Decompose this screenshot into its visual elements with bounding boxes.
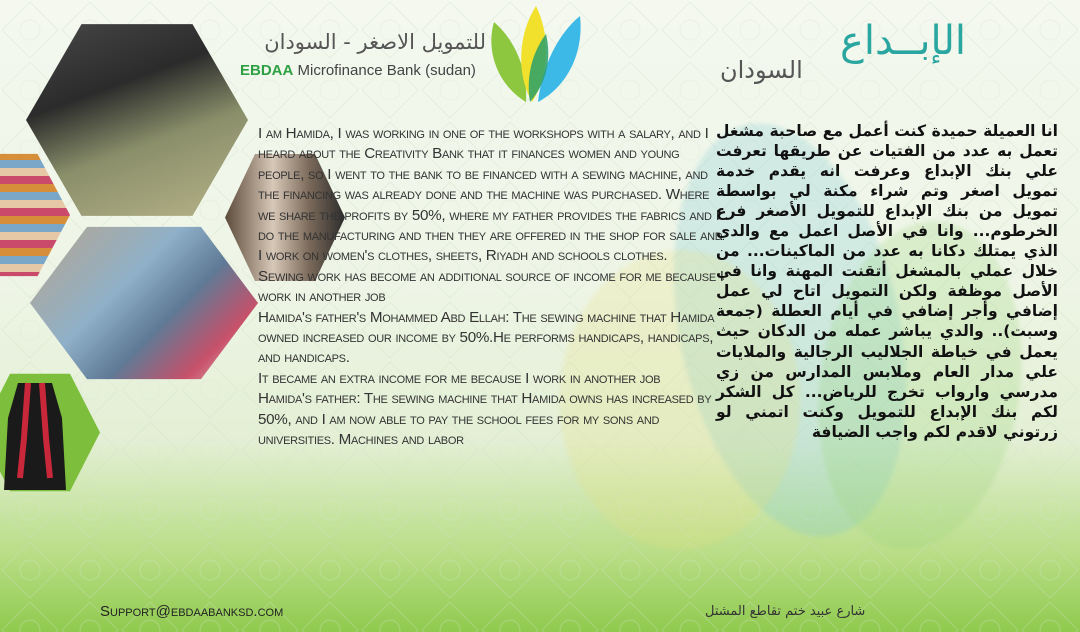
address: شارع عبيد ختم تقاطع المشتل [705,604,866,619]
bank-name-bold: EBDAA [240,62,294,79]
ebdaa-logo-icon [486,4,586,104]
story-english-paragraph: Sewing work has become an additional source of income for me because I work in another job [258,267,724,306]
story-arabic: انا العميلة حميدة كنت أعمل مع صاحبة مشغل تعمل به عدد من الفتيات عن طريقها تعرفت علي بنك الإبداع وعرفت انه يقدم خدمة تمويل اصغر وتم شراء مكنة لي بواسطة تمويل من بنك الإبداع للتمويل الأصغر فرع الخرطوم... وانا في الأصل اعمل مع والدي الذي يمتلك دكانا به عدد من الماكينات... من خلال عملي بالمشغل أتقنت المهنة وانا في الأصل موظفة ولكن التمويل اتاح لي عمل إضافي وأجر إضافي في أيام العطلة (جمعة وسبت).. والدي يباشر عمله من الدكان حيث يعمل في خياطة الجلاليب الرجالية والملايات علي مدار العام وملابس المدارس من زي مدرسي وارواب تخرج للرياض... كل الشكر لكم بنك الإبداع للتمويل وكنت اتمني لو زرتوني لاقدم لكم واجب الضيافة [716,122,1058,441]
brand-title: الإبــداع [840,18,967,64]
story-english-paragraph: Hamida's father: The sewing machine that Hamida owns has increased by 50%, and I am now able to pay the school fees for my sons and universities. Machines and labor [258,390,712,449]
story-english-paragraph: I am Hamida, I was working in one of the workshops with a salary, and I heard about the Creativity Bank that it finances women and young people, so I went to the bank to be financed with a sewing machine, and the financing was already done and the machine was purchased. Where we share the profits by 50%, where my father provides the fabrics and I do the manufacturing and then they are offered in the shop for sale and I work on women's clothes, sheets, Riyadh and schools clothes. [258,125,723,265]
bank-name-english [240,62,476,79]
brand-subtitle: السودان [720,56,803,84]
story-english [258,124,728,451]
bank-name-arabic: للتمويل الاصغر - السودان [264,30,486,54]
graduation-gown-icon [0,378,70,493]
story-english-paragraph: Hamida's father's Mohammed Abd Ellah: The sewing machine that Hamida owned increased our income by 50%.He performs handicaps, handicaps, and handicaps. [258,308,715,367]
story-english-paragraph: It became an extra income for me because I work in another job [258,369,661,387]
support-email: Support@ebdaabanksd.com [100,603,284,620]
bank-name-rest: Microfinance Bank (sudan) [293,62,476,79]
